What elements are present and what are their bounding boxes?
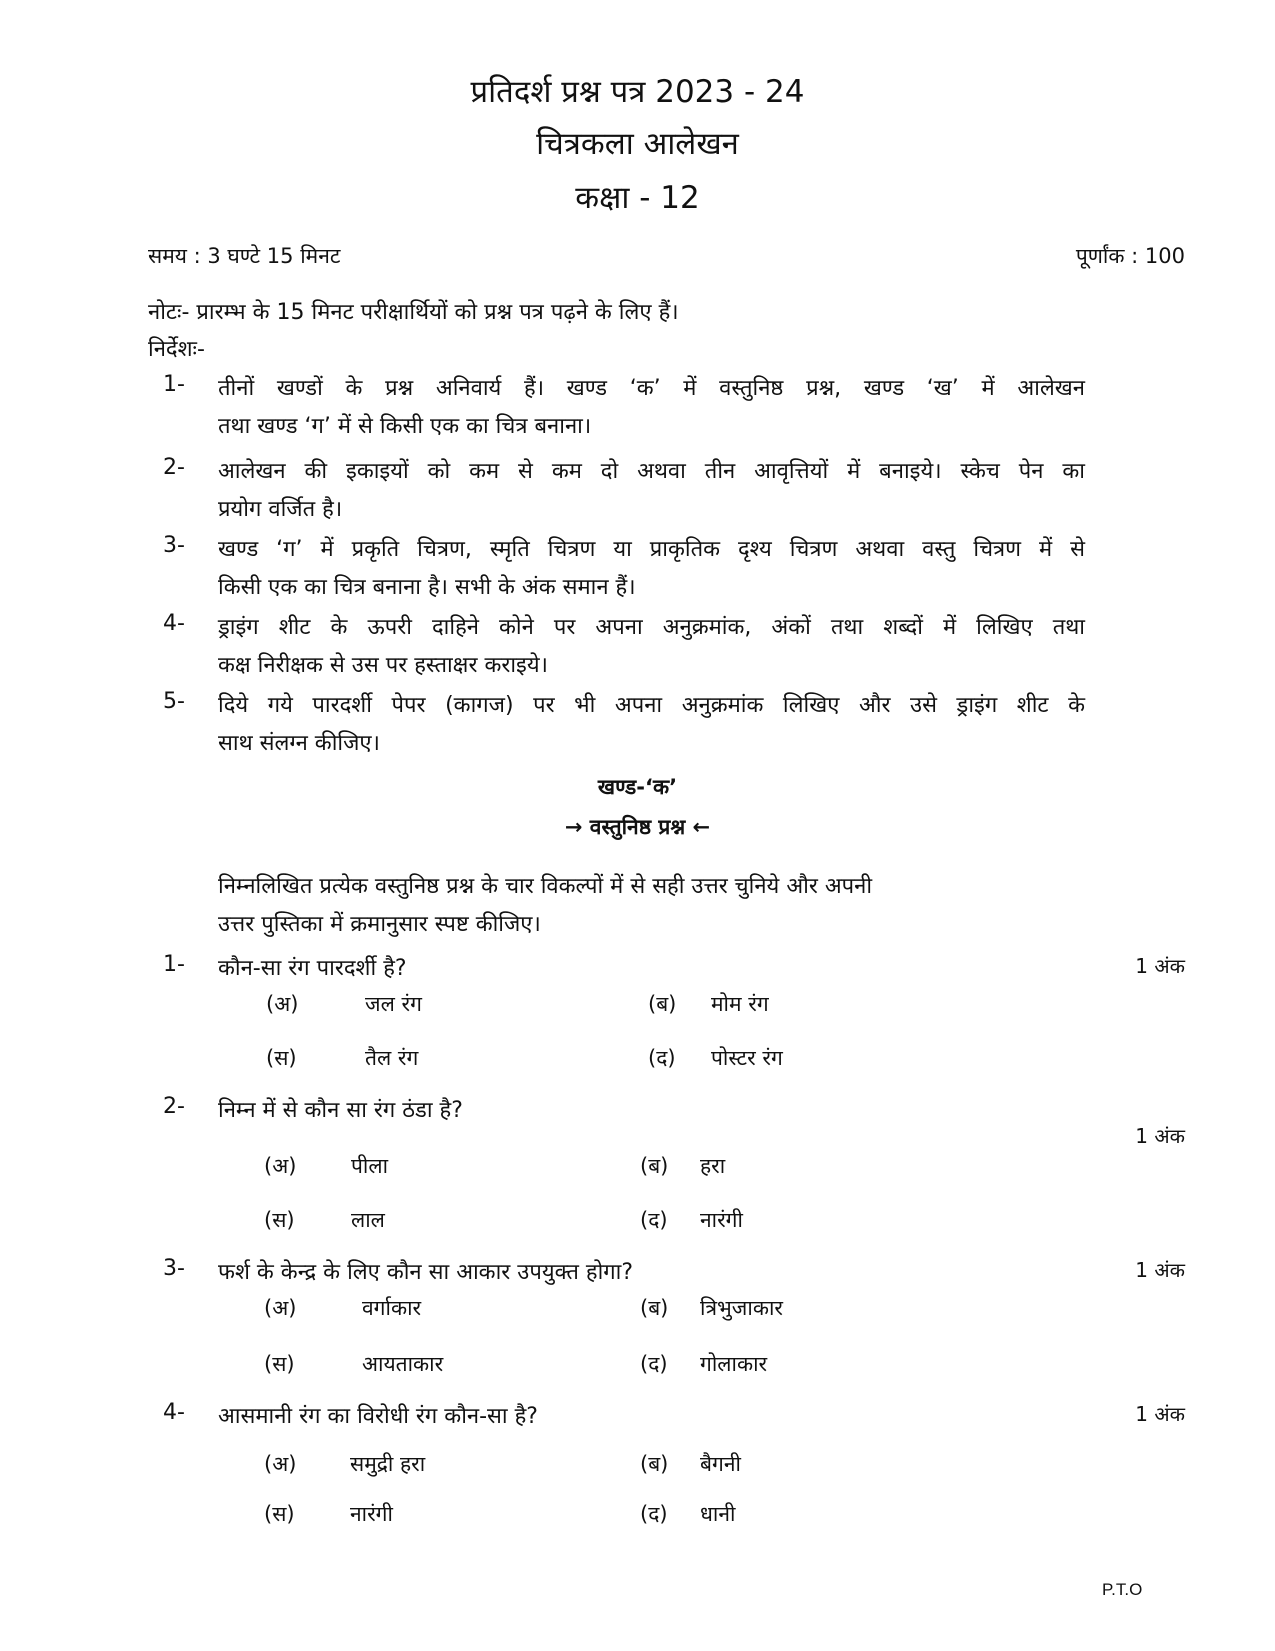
instruction-number: 3- — [163, 533, 185, 558]
option-text: धानी — [700, 1502, 736, 1526]
instruction-line: कक्ष निरीक्षक से उस पर हस्ताक्षर कराइये। — [218, 653, 548, 678]
question-text: फर्श के केन्द्र के लिए कौन सा आकार उपयुक्त होगा? — [218, 1260, 634, 1285]
instruction-number: 1- — [163, 372, 185, 397]
option-label: (अ) — [266, 992, 299, 1016]
instruction-line: ड्राइंग शीट के ऊपरी दाहिने कोने पर अपना अनुक्रमांक, अंकों तथा शब्दों में लिखिए तथा — [218, 615, 1085, 640]
option-label: (अ) — [264, 1296, 297, 1320]
option-text: पोस्टर रंग — [711, 1046, 783, 1070]
option-label: (द) — [648, 1046, 676, 1070]
instruction-line: साथ संलग्न कीजिए। — [218, 731, 380, 756]
option-text: नारंगी — [700, 1208, 743, 1232]
option-label: (ब) — [640, 1154, 669, 1178]
instruction-line: आलेखन की इकाइयों को कम से कम दो अथवा तीन आवृत्तियों में बनाइये। स्केच पेन का — [218, 459, 1085, 484]
question-marks: 1 अंक — [1135, 1402, 1185, 1426]
directions-label: निर्देशः- — [148, 337, 205, 362]
instruction-line: दिये गये पारदर्शी पेपर (कागज) पर भी अपना अनुक्रमांक लिखिए और उसे ड्राइंग शीट के — [218, 693, 1085, 718]
option-text: वर्गाकार — [362, 1296, 422, 1320]
option-label: (ब) — [648, 992, 677, 1016]
option-label: (द) — [640, 1352, 668, 1376]
instruction-number: 2- — [163, 455, 185, 480]
instruction-line: प्रयोग वर्जित है। — [218, 497, 343, 522]
option-label: (ब) — [640, 1452, 669, 1476]
option-text: जल रंग — [365, 992, 422, 1016]
option-text: त्रिभुजाकार — [700, 1296, 783, 1320]
option-text: नारंगी — [350, 1502, 393, 1526]
question-number: 4- — [163, 1400, 185, 1425]
paper-title: प्रतिदर्श प्रश्न पत्र 2023 - 24 — [470, 74, 805, 110]
option-label: (द) — [640, 1208, 668, 1232]
question-text: आसमानी रंग का विरोधी रंग कौन-सा है? — [218, 1404, 538, 1429]
question-number: 2- — [163, 1094, 185, 1119]
instruction-number: 5- — [163, 689, 185, 714]
option-text: मोम रंग — [711, 992, 769, 1016]
option-text: गोलाकार — [700, 1352, 768, 1376]
instruction-line: किसी एक का चित्र बनाना है। सभी के अंक समान हैं। — [218, 575, 636, 600]
please-turn-over: P.T.O — [1102, 1580, 1143, 1599]
option-label: (स) — [264, 1352, 295, 1376]
question-text: निम्न में से कौन सा रंग ठंडा है? — [218, 1098, 463, 1123]
option-label: (द) — [640, 1502, 668, 1526]
question-number: 1- — [163, 952, 185, 977]
instruction-line: तथा खण्ड ‘ग’ में से किसी एक का चित्र बनाना। — [218, 414, 592, 439]
section-intro-line: निम्नलिखित प्रत्येक वस्तुनिष्ठ प्रश्न के चार विकल्पों में से सही उत्तर चुनिये और अपनी — [218, 874, 873, 899]
option-label: (स) — [266, 1046, 297, 1070]
question-marks: 1 अंक — [1135, 954, 1185, 978]
subject-title: चित्रकला आलेखन — [536, 126, 739, 162]
option-label: (स) — [264, 1208, 295, 1232]
instruction-line: खण्ड ‘ग’ में प्रकृति चित्रण, स्मृति चित्रण या प्राकृतिक दृश्य चित्रण अथवा वस्तु चित्रण में से — [218, 537, 1085, 562]
option-text: लाल — [351, 1208, 385, 1232]
question-marks: 1 अंक — [1135, 1124, 1185, 1148]
question-number: 3- — [163, 1256, 185, 1281]
option-text: आयताकार — [362, 1352, 444, 1376]
question-marks: 1 अंक — [1135, 1258, 1185, 1282]
section-title: खण्ड-‘क’ — [597, 775, 678, 799]
section-subtitle: → वस्तुनिष्ठ प्रश्न ← — [564, 815, 711, 839]
option-label: (ब) — [640, 1296, 669, 1320]
question-text: कौन-सा रंग पारदर्शी है? — [218, 956, 407, 981]
class-title: कक्षा - 12 — [575, 180, 700, 216]
option-text: बैगनी — [700, 1452, 741, 1476]
option-label: (अ) — [264, 1154, 297, 1178]
option-label: (अ) — [264, 1452, 297, 1476]
note: नोटः- प्रारम्भ के 15 मिनट परीक्षार्थियों को प्रश्न पत्र पढ़ने के लिए हैं। — [148, 300, 679, 325]
instruction-line: तीनों खण्डों के प्रश्न अनिवार्य हैं। खण्ड ‘क’ में वस्तुनिष्ठ प्रश्न, खण्ड ‘ख’ में आलेखन — [218, 376, 1085, 401]
full-marks: पूर्णांक : 100 — [1075, 244, 1185, 268]
option-label: (स) — [264, 1502, 295, 1526]
instruction-number: 4- — [163, 611, 185, 636]
section-intro-line: उत्तर पुस्तिका में क्रमानुसार स्पष्ट कीजिए। — [218, 912, 541, 937]
option-text: हरा — [700, 1154, 726, 1178]
time-allowed: समय : 3 घण्टे 15 मिनट — [148, 244, 341, 268]
option-text: पीला — [351, 1154, 389, 1178]
option-text: समुद्री हरा — [350, 1452, 426, 1476]
option-text: तैल रंग — [365, 1046, 419, 1070]
